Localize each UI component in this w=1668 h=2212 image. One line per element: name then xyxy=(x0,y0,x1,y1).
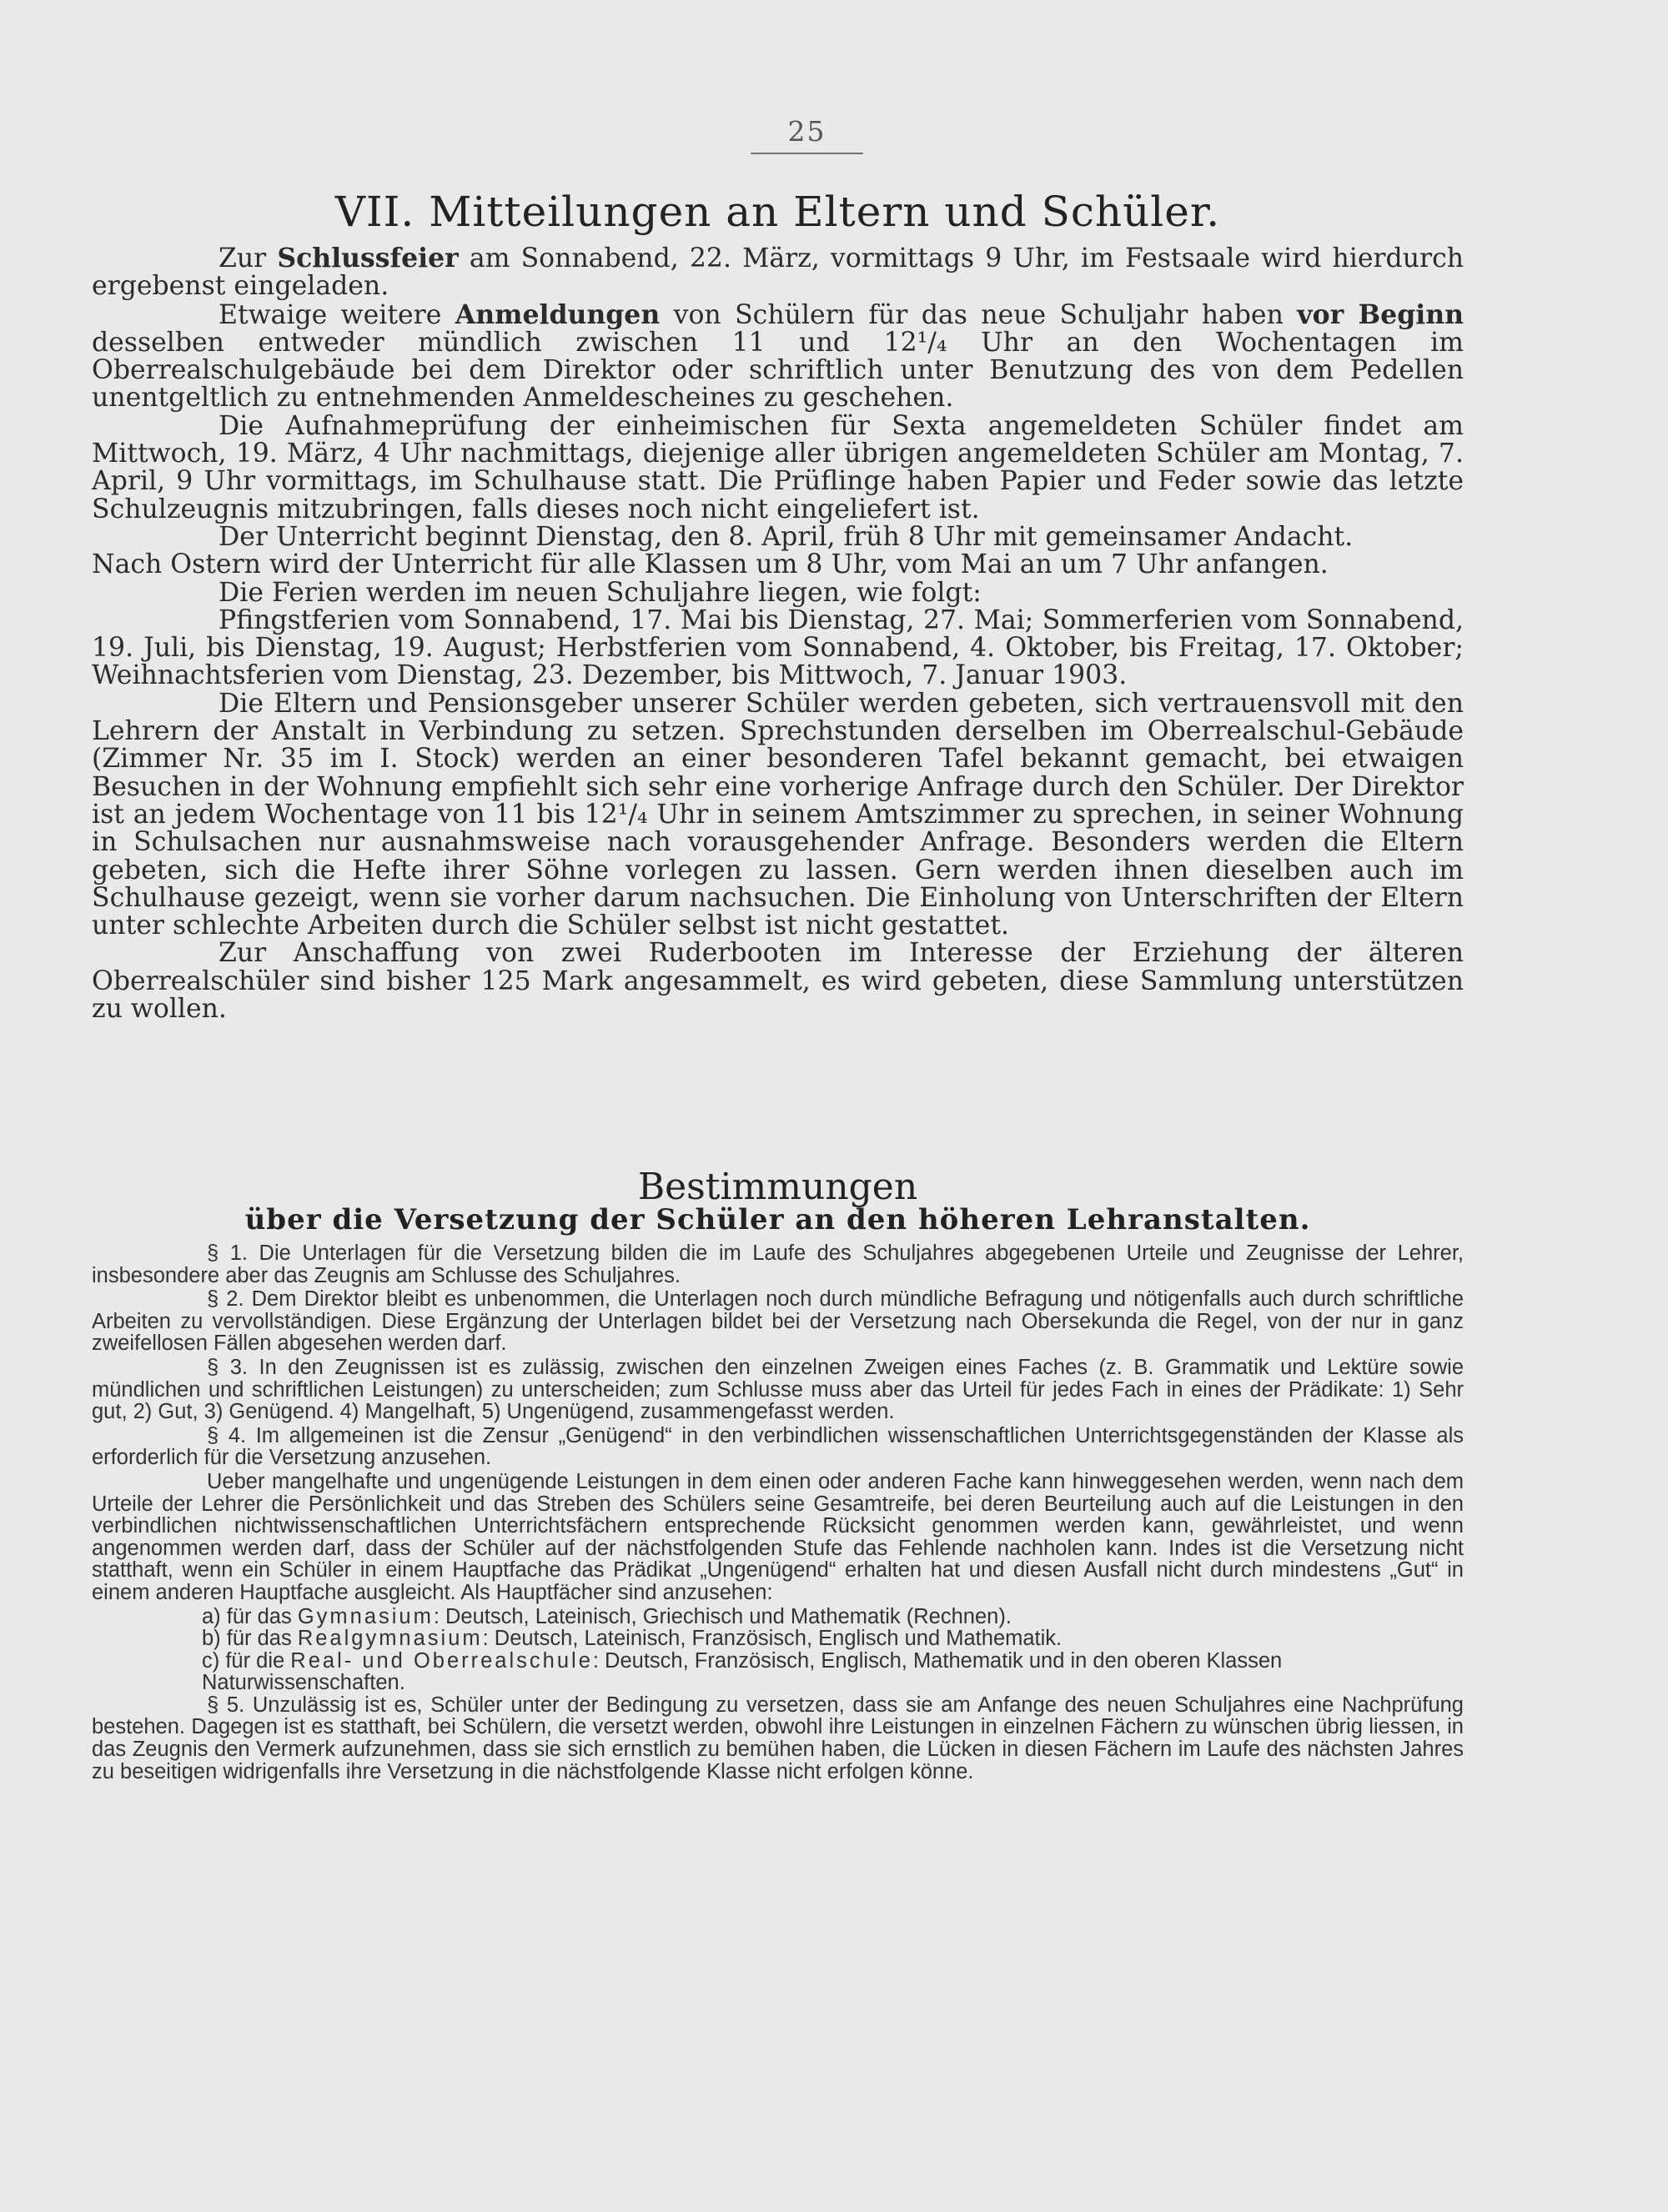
hauptfaecher-list xyxy=(92,1606,1464,1694)
announcements-section xyxy=(92,244,1464,1023)
paragraph-aufnahmepruefung: Die Aufnahmeprüfung der einheimischen für Sexta angemeldeten Schüler findet am Mittwoch, 19. März, 4 Uhr nachmittags, diejenige aller übrigen angemeldeten Schüler am Montag, 7. April, 9 Uhr vormittags, im Schulhause statt. Die Prüflinge haben Papier und Feder sowie das letzte Schulzeugnis mitzubringen, falls dieses noch nicht eingeliefert ist. xyxy=(92,410,1464,524)
paragraph-1: § 1. Die Unterlagen für die Versetzung bilden die im Laufe des Schuljahres abgegebenen Urteile und Zeugnisse der Lehrer, insbesondere aber das Zeugnis am Schlusse des Schuljahres. xyxy=(92,1241,1464,1287)
paragraph-4: § 4. Im allgemeinen ist die Zensur „Genügend“ in den verbindlichen wissenschaftlichen Unterrichtsgegenständen der Klasse als erforderlich für die Versetzung anzusehen. xyxy=(92,1423,1464,1470)
paragraph-4-continued: Ueber mangelhafte und ungenügende Leistungen in dem einen oder anderen Fache kann hinweggesehen werden, wenn nach dem Urteile der Lehrer die Persönlichkeit und das Streben des Schülers seine Gesamtreife, bei deren Beurteilung auch auf die Leistungen in den verbindlichen nichtwissenschaftlichen Unterrichtsfächern entsprechende Rücksicht genommen werden kann, gewährleistet, und wenn angenommen werden darf, dass der Schüler auf der nächstfolgenden Stufe das Fehlende nachholen kann. Indes ist die Versetzung nicht statthaft, wenn ein Schüler in einem Hauptfache das Prädikat „Ungenügend“ erhalten hat und diesen Ausfall nicht durch mindestens „Gut“ in einem anderen Hauptfache ausgleicht. Als Hauptfächer sind anzusehen: xyxy=(92,1469,1464,1604)
page-number: 25 xyxy=(751,115,863,154)
list-item: a) für das Gymnasium: Deutsch, Lateinisch, Griechisch und Mathematik (Rechnen). xyxy=(202,1604,1012,1628)
paragraph-2: § 2. Dem Direktor bleibt es unbenommen, die Unterlagen noch durch mündliche Befragung und nötigenfalls auch durch schriftliche Arbeiten zu vervollständigen. Diese Ergänzung der Unterlagen bildet bei der Versetzung nach Obersekunda die Regel, von der nur in ganz zweifellosen Fällen abgesehen werden darf. xyxy=(92,1287,1464,1356)
paragraph-ostern: Nach Ostern wird der Unterricht für alle Klassen um 8 Uhr, vom Mai an um 7 Uhr anfangen. xyxy=(92,549,1329,580)
bestimmungen-heading: Bestimmungen xyxy=(637,1166,918,1208)
section-heading: VII. Mitteilungen an Eltern und Schüler. xyxy=(334,188,1221,236)
regulations-section xyxy=(92,1242,1464,1784)
paragraph-3: § 3. In den Zeugnissen ist es zulässig, zwischen den einzelnen Zweigen eines Faches (z. B. Grammatik und Lektüre sowie mündlichen und schriftlichen Leistungen) zu unterscheiden; zum Schlusse muss aber das Urteil für jedes Fach in eines der Prädikate: 1) Sehr gut, 2) Gut, 3) Genügend. 4) Mangelhaft, 5) Ungenügend, zusammengefasst werden. xyxy=(92,1355,1464,1424)
list-item: b) für das Realgymnasium: Deutsch, Lateinisch, Französisch, Englisch und Mathematik. xyxy=(202,1627,1063,1651)
bestimmungen-subheading: über die Versetzung der Schüler an den höheren Lehranstalten. xyxy=(244,1203,1311,1236)
list-item: c) für die Real- und Oberrealschule: Deutsch, Französisch, Englisch, Mathematik und in den oberen Klassen Naturwissenschaften. xyxy=(202,1648,1283,1695)
paragraph-unterricht: Der Unterricht beginnt Dienstag, den 8. April, früh 8 Uhr mit gemeinsamer Andacht. xyxy=(219,521,1354,552)
paragraph-eltern: Die Eltern und Pensionsgeber unserer Schüler werden gebeten, sich vertrauensvoll mit den Lehrern der Anstalt in Verbindung zu setzen. Sprechstunden derselben im Oberrealschul-Gebäude (Zimmer Nr. 35 im I. Stock) werden an einer besonderen Tafel bekannt gemacht, bei etwaigen Besuchen in der Wohnung empfiehlt sich sehr eine vorherige Anfrage durch den Schüler. Der Direktor ist an jedem Wochentage von 11 bis 12¹/₄ Uhr in seinem Amtszimmer zu sprechen, in seiner Wohnung in Schulsachen nur ausnahmsweise nach vorausgehender Anfrage. Besonders werden die Eltern gebeten, sich die Hefte ihrer Söhne vorlegen zu lassen. Gern werden ihnen dieselben auch im Schulhause gezeigt, wenn sie vorher darum nachsuchen. Die Einholung von Unterschriften der Eltern unter schlechte Arbeiten durch die Schüler selbst ist nicht gestattet. xyxy=(92,688,1464,941)
paragraph-ruderboote: Zur Anschaffung von zwei Ruderbooten im Interesse der Erziehung der älteren Oberrealschüler sind bisher 125 Mark angesammelt, es wird gebeten, diese Sammlung unterstützen zu wollen. xyxy=(92,938,1464,1025)
paragraph-ferien-intro: Die Ferien werden im neuen Schuljahre liegen, wie folgt: xyxy=(219,577,982,608)
paragraph-5: § 5. Unzulässig ist es, Schüler unter der Bedingung zu versetzen, dass sie am Anfange des neuen Schuljahres eine Nachprüfung bestehen. Dagegen ist es statthaft, bei Schülern, die versetzt werden, obwohl ihre Leistungen in einzelnen Fächern zu wünschen übrig liessen, in das Zeugnis den Vermerk aufzunehmen, dass sie sich ernstlich zu bemühen haben, die Lücken in diesen Fächern im Laufe des nächsten Jahres zu beseitigen widrigenfalls ihre Versetzung in die nächstfolgende Klasse nicht erfolgen könne. xyxy=(92,1693,1464,1783)
paragraph-schlussfeier: Zur Schlussfeier am Sonnabend, 22. März, vormittags 9 Uhr, im Festsaale wird hierdurch ergebenst eingeladen. xyxy=(92,243,1464,302)
paragraph-ferien: Pfingstferien vom Sonnabend, 17. Mai bis Dienstag, 27. Mai; Sommerferien vom Sonnabend, 19. Juli, bis Dienstag, 19. August; Herbstferien vom Sonnabend, 4. Oktober, bis Freitag, 17. Oktober; Weihnachtsferien vom Dienstag, 23. Dezember, bis Mittwoch, 7. Januar 1903. xyxy=(92,604,1464,691)
paragraph-anmeldungen: Etwaige weitere Anmeldungen von Schülern für das neue Schuljahr haben vor Beginn desselben entweder mündlich zwischen 11 und 12¹/₄ Uhr an den Wochentagen im Oberrealschulgebäude bei dem Direktor oder schriftlich unter Benutzung des von dem Pedellen unentgeltlich zu entnehmenden Anmeldescheines zu geschehen. xyxy=(92,298,1465,414)
